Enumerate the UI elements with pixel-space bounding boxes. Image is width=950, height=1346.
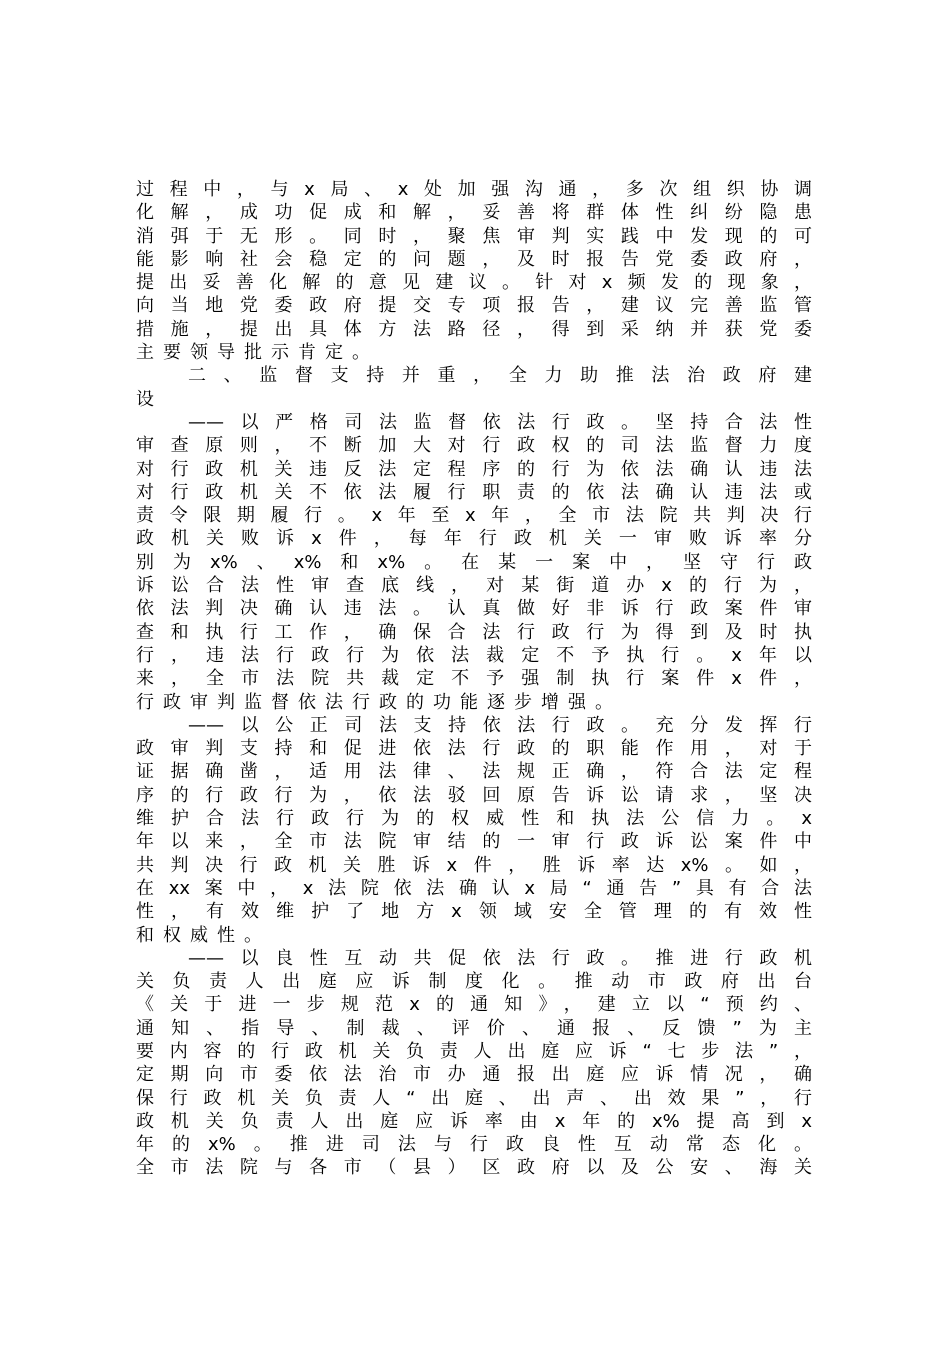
text-line: 向当地党委政府提交专项报告，建议完善监管 bbox=[136, 295, 812, 317]
text-line: 性，有效维护了地方x领域安全管理的有效性 bbox=[136, 901, 812, 923]
text-line: 在xx案中，x法院依法确认x局“通告”具有合法 bbox=[136, 877, 812, 899]
text-line: 别为x%、x%和x%。在某一案中，坚守行政 bbox=[136, 551, 812, 573]
text-line: 措施，提出具体方法路径，得到采纳并获党委 bbox=[136, 318, 812, 340]
text-line: 《关于进一步规范x的通知》，建立以“预约、 bbox=[136, 994, 812, 1016]
text-line: 年的x%。推进司法与行政良性互动常态化。 bbox=[136, 1134, 812, 1156]
text-line: 过程中，与x局、x处加强沟通，多次组织协调 bbox=[136, 179, 812, 200]
text-line: 行，违法行政行为依法裁定不予执行。x年以 bbox=[136, 644, 812, 666]
text-line: 依法判决确认违法。认真做好非诉行政案件审 bbox=[136, 598, 812, 620]
text-line: 保行政机关负责人“出庭、出声、出效果”，行 bbox=[136, 1087, 812, 1109]
text-line: 政审判支持和促进依法行政的职能作用，对于 bbox=[136, 738, 812, 760]
text-line: 行政审判监督依法行政的功能逐步增强。 bbox=[136, 691, 622, 713]
text-line: 审查原则，不断加大对行政权的司法监督力度 bbox=[136, 435, 812, 457]
subsection-lead: ——以良性互动共促依法行政。推进行政机 bbox=[188, 947, 812, 969]
text-line: 年以来，全市法院审结的一审行政诉讼案件中 bbox=[136, 831, 812, 853]
text-line: 关负责人出庭应诉制度化。推动市政府出台 bbox=[136, 971, 812, 993]
text-line: 主要领导批示肯定。 bbox=[136, 342, 379, 364]
text-line: 定期向市委依法治市办通报出庭应诉情况，确 bbox=[136, 1064, 812, 1086]
text-line: 全市法院与各市（县）区政府以及公安、海关 bbox=[136, 1157, 812, 1179]
text-line: 政机关负责人出庭应诉率由x年的x%提高到x bbox=[136, 1110, 812, 1132]
text-line: 诉讼合法性审查底线，对某街道办x的行为， bbox=[136, 575, 812, 597]
text-line: 共判决行政机关胜诉x件，胜诉率达x%。如， bbox=[136, 854, 812, 876]
text-line: 来，全市法院共裁定不予强制执行案件x件， bbox=[136, 668, 812, 690]
section-heading: 二、监督支持并重，全力助推法治政府建 bbox=[188, 365, 812, 387]
subsection-lead: ——以严格司法监督依法行政。坚持合法性 bbox=[188, 411, 812, 433]
text-line: 能影响社会稳定的问题，及时报告党委政府， bbox=[136, 248, 812, 270]
text-line: 对行政机关违反法定程序的行为依法确认违法 bbox=[136, 458, 812, 480]
text-line: 要内容的行政机关负责人出庭应诉“七步法”， bbox=[136, 1040, 812, 1062]
text-line: 对行政机关不依法履行职责的依法确认违法或 bbox=[136, 481, 812, 503]
text-line: 和权威性。 bbox=[136, 924, 271, 946]
text-line: 序的行政行为，依法驳回原告诉讼请求，坚决 bbox=[136, 784, 812, 806]
text-line: 证据确凿，适用法律、法规正确，符合法定程 bbox=[136, 761, 812, 783]
text-line: 维护合法行政行为的权威性和执法公信力。x bbox=[136, 808, 812, 830]
text-line: 消弭于无形。同时，聚焦审判实践中发现的可 bbox=[136, 225, 812, 247]
text-line: 责令限期履行。x年至x年，全市法院共判决行 bbox=[136, 505, 812, 527]
text-line: 通知、指导、制裁、评价、通报、反馈”为主 bbox=[136, 1017, 812, 1039]
text-line: 政机关败诉x件，每年行政机关一审败诉率分 bbox=[136, 528, 812, 550]
document-body bbox=[136, 178, 812, 1180]
subsection-lead: ——以公正司法支持依法行政。充分发挥行 bbox=[188, 714, 812, 736]
text-line: 化解，成功促成和解，妥善将群体性纠纷隐患 bbox=[136, 202, 812, 224]
text-line: 提出妥善化解的意见建议。针对x频发的现象， bbox=[136, 272, 812, 294]
section-heading-continued: 设 bbox=[136, 388, 163, 410]
text-line: 查和执行工作，确保合法行政行为得到及时执 bbox=[136, 621, 812, 643]
